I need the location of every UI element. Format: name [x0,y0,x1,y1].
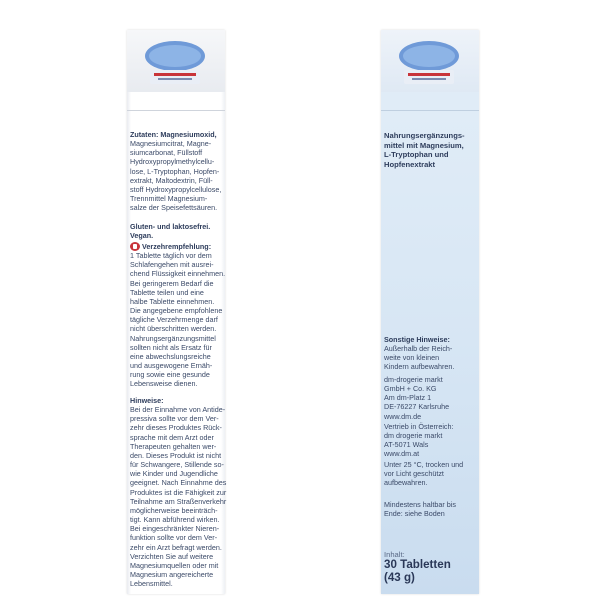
distribution-line: Vertrieb in Österreich: [384,422,454,431]
warnings-line: wie Kinder und Jugendliche [130,469,218,479]
storage-line: vor Licht geschützt [384,469,444,479]
warnings-line: sprache mit dem Arzt oder [130,432,214,442]
package-side-right [381,30,479,594]
description-line: L-Tryptophan und [384,150,449,160]
contents-label: Inhalt: [384,550,405,559]
usage-heading-row [130,242,223,251]
usage-line: Lebensweise dienen. [130,379,198,389]
other-notes-line: weite von kleinen [384,353,440,363]
address-line: dm-drogerie markt [384,375,443,384]
ingredients-line: stoff Hydroxypropylcellulose, [130,184,222,194]
contents-info [384,550,477,584]
brand-logo-graphic [394,34,464,92]
warnings-line: Verzichten Sie auf weitere [130,551,214,561]
usage-line: Schlafengehen mit ausrei- [130,260,214,270]
usage-line: 1 Tablette täglich vor dem [130,251,212,261]
address-line: GmbH + Co. KG [384,384,437,394]
usage-line: Die angegebene empfohlene [130,306,223,316]
warnings-line: den. Dieses Produkt ist nicht [130,450,222,460]
ingredients-line: extrakt, Maltodextrin, Füll- [130,175,213,185]
warnings-line: Lebensmittel. [130,579,173,589]
usage-line: chend Flüssigkeit einnehmen. [130,269,226,279]
description-line: Hopfenextrakt [384,159,436,169]
warnings-heading: Hinweise: [130,396,164,405]
storage-line: Unter 25 °C, trocken und [384,460,464,469]
ingredients-line: Zutaten: Magnesiumoxid, [130,130,217,139]
austria-distribution [384,422,477,459]
warnings-line: möglicherweise beeinträch- [130,505,218,515]
warnings-line: zehr ein Arzt befragt werden. [130,542,222,552]
other-notes-line: Kindern aufbewahren. [384,362,455,372]
tablet-count: 30 Tabletten [384,558,451,572]
usage-line: und ausgewogene Ernäh- [130,361,213,371]
description-line: mittel mit Magnesium, [384,140,464,150]
brand-logo-graphic [140,34,210,92]
warnings-line: Bei eingeschränkter Nieren- [130,524,220,534]
storage-line: aufbewahren. [384,478,428,488]
product-description [384,131,477,169]
brand-logo [140,34,210,92]
description-line: Nahrungsergänzungs- [384,131,465,140]
fold-line [127,110,225,111]
ingredients-line: Hydroxypropylmethylcellu- [130,157,215,167]
usage-line: tägliche Verzehrmenge darf [130,315,218,325]
best-before [384,500,477,518]
address-line: Am dm-Platz 1 [384,393,432,403]
warnings-section [130,396,227,589]
other-notes-line: Außerhalb der Reich- [384,344,453,354]
warnings-line: Produktes ist die Fähigkeit zur [130,487,227,497]
distribution-line: www.dm.at [384,449,420,459]
warnings-line: Teilnahme am Straßenverkehr [130,496,227,506]
package-side-left [127,30,225,594]
storage-instructions [384,460,477,487]
ingredients-text [130,130,223,212]
gluten-line: Vegan. [130,231,154,241]
warnings-line: Therapeuten gehalten wer- [130,441,217,451]
usage-line: sollten nicht als Ersatz für [130,342,212,352]
distribution-line: dm drogerie markt [384,431,443,441]
warnings-line: für Schwangere, Stillende so- [130,460,224,470]
usage-line: Nahrungsergänzungsmittel [130,333,216,343]
usage-section [130,242,226,389]
company-address [384,375,477,421]
warnings-line: Magnesium angereicherte [130,569,214,579]
net-weight: (43 g) [384,570,415,584]
warnings-line: zehr dieses Produktes Rück- [130,423,222,433]
usage-line: halbe Tablette einnehmen. [130,296,215,306]
usage-line: eine abwechslungsreiche [130,351,211,361]
usage-line: Tablette teilen und eine [130,287,204,297]
dosage-icon [130,242,140,251]
ingredients-line: siumcarbonat, Füllstoff [130,148,203,158]
usage-heading: Verzehrempfehlung: [142,242,212,251]
ingredients-line: Trennmittel Magnesium- [130,194,208,204]
warnings-line: funktion sollte vor dem Ver- [130,533,218,543]
ingredients-line: Magnesiumcitrat, Magne- [130,139,212,149]
ingredients-line: lose, L-Tryptophan, Hopfen- [130,166,220,176]
gluten-free-note [130,222,223,240]
warnings-line: tigt. Kann abführend wirken. [130,515,220,525]
warnings-line: Magnesiumquellen oder mit [130,560,219,570]
gluten-line: Gluten- und laktosefrei. [130,222,211,231]
best-before-line: Mindestens haltbar bis [384,500,456,509]
other-notes-heading: Sonstige Hinweise: [384,335,450,344]
usage-line: nicht überschritten werden. [130,324,217,334]
fold-line [381,110,479,111]
address-line: DE-76227 Karlsruhe [384,402,450,412]
usage-line: rung sowie eine gesunde [130,370,210,380]
usage-line: Bei geringerem Bedarf die [130,278,214,288]
warnings-line: Bei der Einnahme von Antide- [130,405,226,415]
brand-logo [394,34,464,92]
warnings-line: pressiva sollte vor dem Ver- [130,414,219,424]
warnings-line: geeignet. Nach Einnahme des [130,478,227,488]
ingredients-line: salze der Speisefettsäuren. [130,203,218,213]
address-line: www.dm.de [384,411,422,421]
other-notes [384,335,477,372]
best-before-line: Ende: siehe Boden [384,509,445,519]
distribution-line: AT-5071 Wals [384,440,429,450]
